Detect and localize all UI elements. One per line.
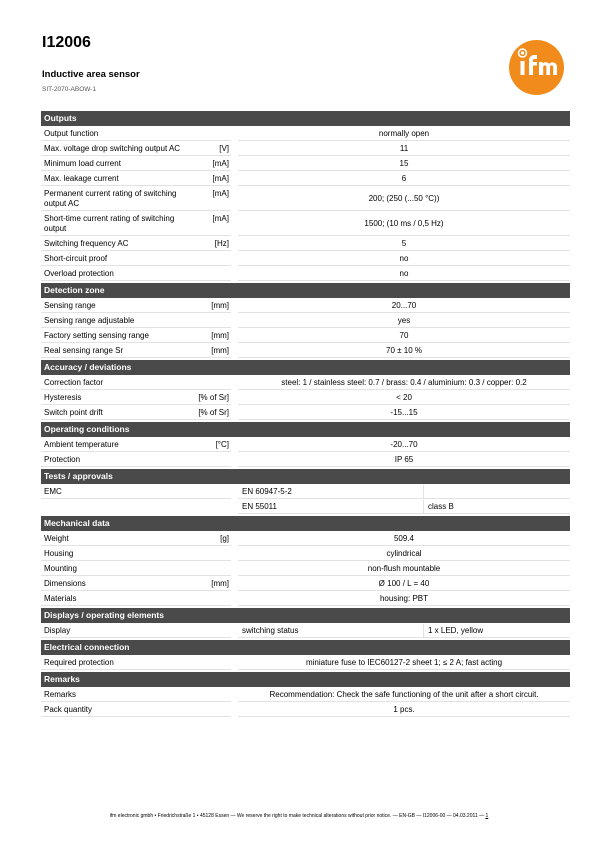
section-header: Electrical connection <box>41 640 570 655</box>
spec-row <box>41 299 570 313</box>
page-number: 1 <box>485 813 489 819</box>
spec-value: Ø 100 / L = 40 <box>238 577 570 591</box>
spec-unit: [mA] <box>188 187 231 211</box>
spec-row <box>41 157 570 171</box>
spec-value-detail: 1 x LED, yellow <box>423 624 570 638</box>
spec-unit <box>188 267 231 281</box>
section-header: Mechanical data <box>41 516 570 531</box>
spec-value: 509.4 <box>238 532 570 546</box>
spec-value: 70 <box>238 329 570 343</box>
spec-value: steel: 1 / stainless steel: 0.7 / brass: 0.4 / aluminium: 0.3 / copper: 0.2 <box>238 376 570 390</box>
spec-unit <box>188 453 231 467</box>
spec-row <box>41 376 570 390</box>
spec-value: EN 60947-5-2 <box>238 485 423 499</box>
spec-value: 1500; (10 ms / 0,5 Hz) <box>238 212 570 236</box>
spec-row <box>41 142 570 156</box>
spec-label: Sensing range adjustable <box>41 314 188 328</box>
spec-row <box>41 532 570 546</box>
spec-label: Correction factor <box>41 376 188 390</box>
spec-label: Minimum load current <box>41 157 188 171</box>
spec-unit <box>188 703 231 717</box>
spec-label: Sensing range <box>41 299 188 313</box>
spec-label: Max. voltage drop switching output AC <box>41 142 188 156</box>
spec-row <box>41 688 570 702</box>
spec-unit: [mm] <box>188 577 231 591</box>
spec-value-detail: class B <box>423 500 570 514</box>
spec-unit <box>188 485 231 499</box>
spec-row <box>41 592 570 606</box>
spec-unit <box>188 592 231 606</box>
spec-label: Housing <box>41 547 188 561</box>
footer <box>0 813 598 819</box>
spec-value: yes <box>238 314 570 328</box>
spec-row <box>41 438 570 452</box>
spec-unit <box>188 656 231 670</box>
spec-table <box>41 109 570 717</box>
spec-label: Remarks <box>41 688 188 702</box>
spec-unit: [mA] <box>188 172 231 186</box>
spec-label <box>41 500 188 514</box>
spec-label: Factory setting sensing range <box>41 329 188 343</box>
product-code: SIT-2070-ABOW-1 <box>42 86 97 93</box>
spec-unit <box>188 562 231 576</box>
spec-unit <box>188 547 231 561</box>
spec-unit <box>188 252 231 266</box>
spec-label: Switching frequency AC <box>41 237 188 251</box>
spec-value: no <box>238 267 570 281</box>
spec-row <box>41 624 570 638</box>
spec-unit <box>188 314 231 328</box>
spec-row <box>41 547 570 561</box>
spec-row <box>41 703 570 717</box>
spec-label: Pack quantity <box>41 703 188 717</box>
spec-unit: [°C] <box>188 438 231 452</box>
spec-unit: [mm] <box>188 329 231 343</box>
spec-value: 15 <box>238 157 570 171</box>
spec-label: Switch point drift <box>41 406 188 420</box>
spec-value: EN 55011 <box>238 500 423 514</box>
spec-value: 200; (250 (...50 °C)) <box>238 187 570 211</box>
spec-unit <box>188 624 231 638</box>
spec-row <box>41 329 570 343</box>
section-header: Detection zone <box>41 283 570 298</box>
section-header: Outputs <box>41 111 570 126</box>
spec-value: -15...15 <box>238 406 570 420</box>
spec-label: Permanent current rating of switching output AC <box>41 187 188 211</box>
section-header: Remarks <box>41 672 570 687</box>
spec-label: Protection <box>41 453 188 467</box>
spec-unit <box>188 376 231 390</box>
spec-label: Dimensions <box>41 577 188 591</box>
spec-unit: [mA] <box>188 157 231 171</box>
spec-value: 6 <box>238 172 570 186</box>
spec-unit: [mm] <box>188 299 231 313</box>
spec-value: cylindrical <box>238 547 570 561</box>
spec-value: housing: PBT <box>238 592 570 606</box>
spec-unit <box>188 500 231 514</box>
spec-row <box>41 485 570 499</box>
spec-value: -20...70 <box>238 438 570 452</box>
spec-row <box>41 656 570 670</box>
spec-label: Required protection <box>41 656 188 670</box>
footer-text: ifm electronic gmbh • Friedrichstraße 1 • 45128 Essen — We reserve the right to make technical alterations without prior notice. — EN-GB — I12006-00 — 04.03.2011 — <box>109 813 485 819</box>
spec-unit: [% of Sr] <box>188 391 231 405</box>
spec-value: 1 pcs. <box>238 703 570 717</box>
spec-row <box>41 252 570 266</box>
spec-value: normally open <box>238 127 570 141</box>
spec-unit: [mA] <box>188 212 231 236</box>
spec-value: non-flush mountable <box>238 562 570 576</box>
spec-label: Hysteresis <box>41 391 188 405</box>
section-header: Operating conditions <box>41 422 570 437</box>
spec-value: 11 <box>238 142 570 156</box>
spec-row <box>41 314 570 328</box>
spec-value: 5 <box>238 237 570 251</box>
spec-unit <box>188 127 231 141</box>
spec-value: 20...70 <box>238 299 570 313</box>
spec-value: miniature fuse to IEC60127-2 sheet 1; ≤ 2 A; fast acting <box>238 656 570 670</box>
spec-row <box>41 562 570 576</box>
spec-row <box>41 406 570 420</box>
product-title: I12006 <box>42 34 91 51</box>
spec-value: no <box>238 252 570 266</box>
spec-unit: [Hz] <box>188 237 231 251</box>
spec-row <box>41 500 570 514</box>
spec-label: Materials <box>41 592 188 606</box>
spec-label: Overload protection <box>41 267 188 281</box>
spec-unit: [g] <box>188 532 231 546</box>
section-header: Accuracy / deviations <box>41 360 570 375</box>
spec-row <box>41 391 570 405</box>
spec-label: EMC <box>41 485 188 499</box>
section-header: Tests / approvals <box>41 469 570 484</box>
spec-label: Real sensing range Sr <box>41 344 188 358</box>
spec-row <box>41 212 570 236</box>
spec-value: Recommendation: Check the safe functioning of the unit after a short circuit. <box>238 688 570 702</box>
spec-row <box>41 577 570 591</box>
spec-row <box>41 187 570 211</box>
spec-value: < 20 <box>238 391 570 405</box>
spec-value: 70 ± 10 % <box>238 344 570 358</box>
spec-label: Short-time current rating of switching output <box>41 212 188 236</box>
product-subtitle: Inductive area sensor <box>42 69 140 80</box>
spec-unit <box>188 688 231 702</box>
spec-label: Max. leakage current <box>41 172 188 186</box>
spec-label: Display <box>41 624 188 638</box>
spec-label: Mounting <box>41 562 188 576</box>
spec-unit: [mm] <box>188 344 231 358</box>
ifm-logo <box>509 40 564 95</box>
spec-label: Ambient temperature <box>41 438 188 452</box>
spec-unit: [V] <box>188 142 231 156</box>
spec-label: Short-circuit proof <box>41 252 188 266</box>
spec-row <box>41 237 570 251</box>
spec-value: IP 65 <box>238 453 570 467</box>
spec-row <box>41 267 570 281</box>
spec-row <box>41 172 570 186</box>
spec-value-detail <box>423 485 570 499</box>
spec-value: switching status <box>238 624 423 638</box>
spec-unit: [% of Sr] <box>188 406 231 420</box>
spec-row <box>41 127 570 141</box>
spec-row <box>41 453 570 467</box>
section-header: Displays / operating elements <box>41 608 570 623</box>
spec-label: Output function <box>41 127 188 141</box>
spec-label: Weight <box>41 532 188 546</box>
spec-row <box>41 344 570 358</box>
